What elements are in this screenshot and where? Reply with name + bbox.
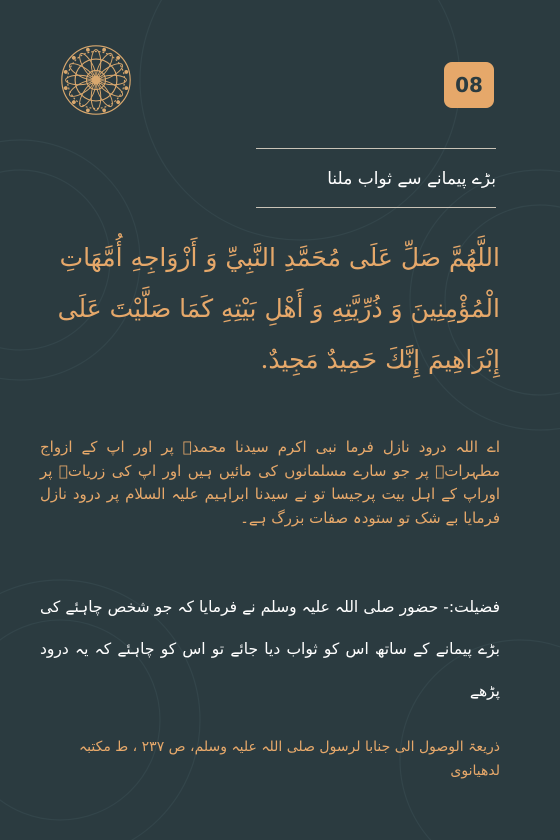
- fazilat-text: فضیلت:- حضور صلی اللہ علیہ وسلم نے فرمایا کہ جو شخص چاہئے کی بڑے پیمانے کے ساتھ اس کو ثواب دیا جائے تو اس کو چاہئے کہ یہ درود پڑھے: [40, 598, 500, 700]
- heading-rule-top: [256, 148, 496, 149]
- heading-rule-bottom: [256, 207, 496, 208]
- urdu-translation: اے اللہ درود نازل فرما نبی اکرم سیدنا محمدﷺ پر اور اپ کے ازواج مطہراتؓ پر جو سارے مسلمانوں کی مائیں ہیں اور اپ کی زریاتؓ پر اوراپ کے اہل بیت پرجیسا تو نے سیدنا ابراہیم علیہ السلام پر درود نازل فرمایا بے شک تو ستودہ صفات بزرگ ہے۔: [40, 438, 500, 527]
- mandala-ornament-icon: [58, 42, 134, 118]
- page-number-badge: 08: [444, 62, 494, 108]
- section-heading: بڑے پیمانے سے ثواب ملنا: [327, 169, 496, 189]
- arabic-durood-text: اللَّهُمَّ صَلِّ عَلَى مُحَمَّدِ النَّبِيِّ وَ أَزْوَاجِهِ أُمَّهَاتِ الْمُؤْمِنِينَ وَ ذُرِّيَّتِهِ وَ أَهْلِ بَيْتِهِ كَمَا صَلَّيْتَ عَلَى إِبْرَاهِيمَ إِنَّكَ حَمِيدٌ مَجِيدٌ.: [57, 243, 500, 374]
- reference-citation: ذریعۃ الوصول الی جنابا لرسول صلی اللہ علیہ وسلم، ص ۲۳۷ ، ط مکتبہ لدھیانوی: [78, 739, 500, 779]
